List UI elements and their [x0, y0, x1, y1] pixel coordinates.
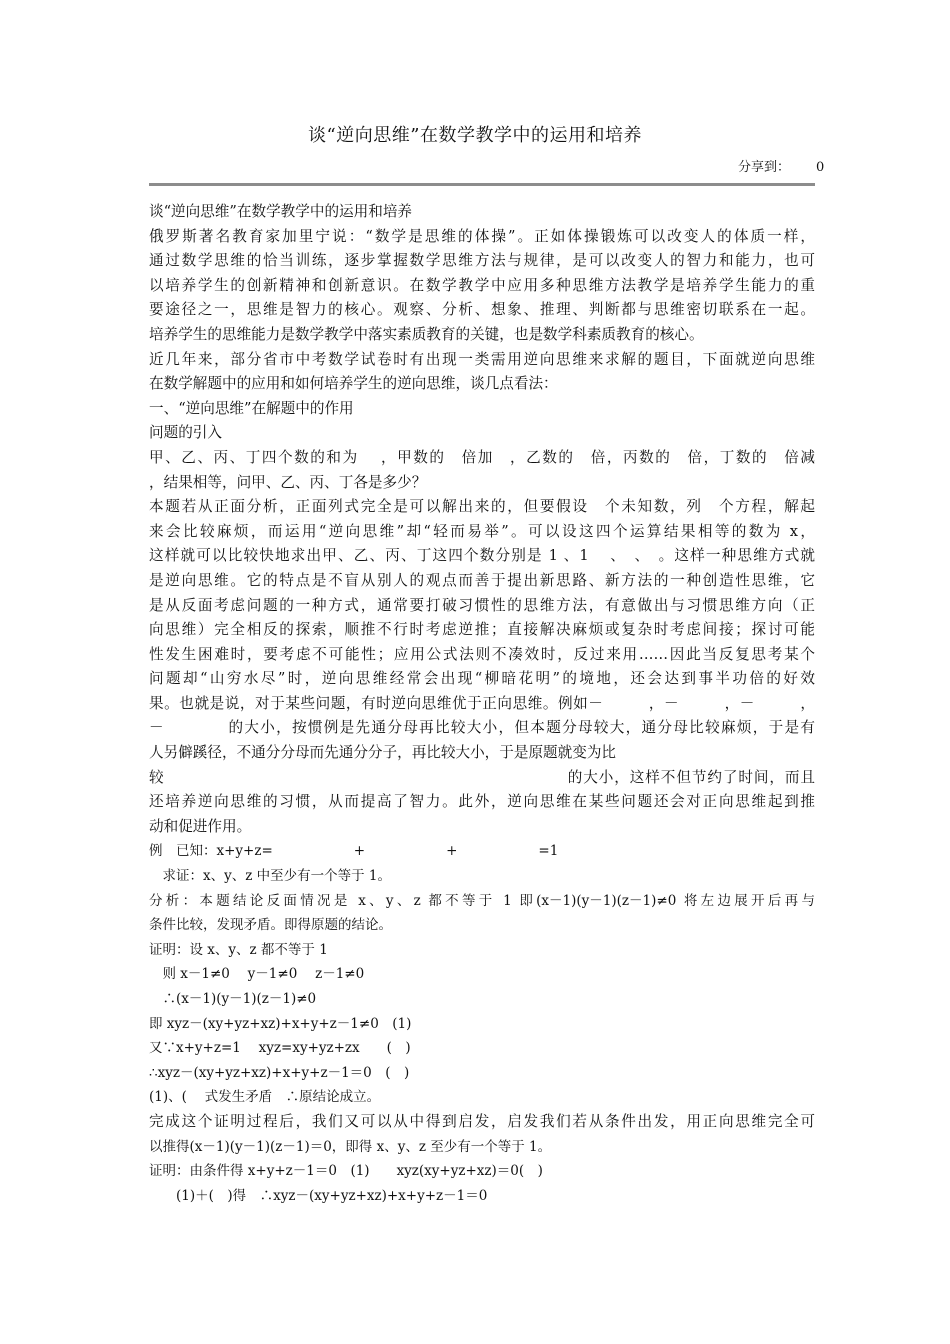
paragraph-line: 本题若从正面分析，正面列式完全是可以解出来的，但要假设 个未知数，列 个方程，解起: [149, 498, 815, 516]
paragraph-line: 要途径之一，思维是智力的核心。观察、分析、想象、推理、判断都与思维密切联系在一起。: [149, 301, 815, 319]
paragraph-line: 性发生困难时，要考虑不可能性；应用公式法则不凑效时，反过来用……因此当反复思考某个: [149, 645, 815, 663]
proof-line: 则 x－1≠0 y－1≠0 z－1≠0: [149, 966, 365, 983]
paragraph-line: 以推得(x－1)(y－1)(z－1)＝0，即得 x、y、z 至少有一个等于 1。: [149, 1138, 552, 1155]
paragraph-line: 培养学生的思维能力是数学教学中落实素质教育的关键，也是数学科素质教育的核心。: [149, 325, 704, 343]
paragraph-line: 以培养学生的创新精神和创新意识。在数学教学中应用多种思维方法教学是培养学生能力的重: [149, 276, 815, 294]
share-label[interactable]: 分享到：: [738, 160, 791, 175]
page-title: 谈“逆向思维”在数学教学中的运用和培养: [308, 125, 642, 146]
paragraph-line: 动和促进作用。: [149, 817, 252, 835]
paragraph-line: 是从反面考虑问题的一种方式，通常要打破习惯性的思维方法，有意做出与习惯思维方向（正: [149, 596, 815, 614]
share-bar: [738, 156, 824, 175]
paragraph-line: 较 的大小，这样不但节约了时间，而且: [149, 768, 815, 786]
header-divider: [149, 183, 815, 186]
paragraph-line: 这样就可以比较快地求出甲、乙、丙、丁这四个数分别是 1 、1 、 、 。这样一种思维方式就: [149, 547, 815, 565]
proof-line: ∴xyz－(xy+yz+xz)+x+y+z－1＝0 ( ): [149, 1064, 410, 1081]
proof-line: 证明：由条件得 x+y+z－1＝0 (1) xyz(xy+yz+xz)＝0( ): [149, 1163, 543, 1180]
paragraph-line: ，结果相等，问甲、乙、丙、丁各是多少？: [149, 473, 427, 491]
proof-line: 求证：x、y、z 中至少有一个等于 1。: [149, 868, 392, 885]
share-count: 0: [816, 160, 825, 175]
paragraph-line: 人另僻蹊径，不通分分母而先通分分子，再比较大小，于是原题就变为比: [149, 744, 617, 762]
paragraph-line: 来会比较麻烦，而运用“逆向思维”却“轻而易举”。可以设这四个运算结果相等的数为 x，: [149, 522, 815, 540]
paragraph-line: 果。也就是说，对于某些问题，有时逆向思维优于正向思维。例如－ ，－ ，－ ，: [149, 694, 815, 712]
paragraph-line: 完成这个证明过程后，我们又可以从中得到启发，启发我们若从条件出发，用正向思维完全可: [149, 1112, 815, 1130]
proof-line: (1)、( 式发生矛盾 ∴原结论成立。: [149, 1089, 381, 1106]
paragraph-line: 是逆向思维。它的特点是不盲从别人的观点而善于提出新思路、新方法的一种创造性思维，它: [149, 571, 815, 589]
paragraph-line: 向思维）完全相反的探索，顺推不行时考虑逆推；直接解决麻烦或复杂时考虑间接；探讨可能: [149, 621, 815, 639]
paragraph-line: 近几年来，部分省市中考数学试卷时有出现一类需用逆向思维来求解的题目，下面就逆向思维: [149, 350, 815, 368]
proof-line: 证明：设 x、y、z 都不等于 1: [149, 941, 328, 958]
section-heading: 一、“逆向思维”在解题中的作用: [149, 399, 354, 417]
article-heading: 谈“逆向思维”在数学教学中的运用和培养: [149, 203, 413, 220]
paragraph-line: 问题却“山穷水尽”时，逆向思维经常会出现“柳暗花明”的境地，还会达到事半功倍的好效: [149, 670, 815, 688]
paragraph-line: 甲、乙、丙、丁四个数的和为 ，甲数的 倍加 ，乙数的 倍，丙数的 倍，丁数的 倍减: [149, 448, 815, 466]
example-line: 例 已知：x+y+z= + + =1: [149, 843, 559, 860]
proof-line: ∴(x－1)(y－1)(z－1)≠0: [149, 991, 317, 1007]
proof-line: 又∵x+y+z=1 xyz=xy+yz+zx ( ): [149, 1040, 411, 1057]
paragraph-line: － 的大小，按惯例是先通分母再比较大小，但本题分母较大，通分母比较麻烦，于是有: [149, 719, 815, 737]
analysis-line: 分析：本题结论反面情况是 x、y、z 都不等于 1 即(x－1)(y－1)(z－1)≠0 将左边展开后再与: [149, 892, 815, 909]
subsection-heading: 问题的引入: [149, 424, 222, 442]
proof-line: (1)＋( )得 ∴xyz－(xy+yz+xz)+x+y+z－1＝0: [149, 1187, 488, 1204]
paragraph-line: 还培养逆向思维的习惯，从而提高了智力。此外，逆向思维在某些问题还会对正向思维起到推: [149, 793, 815, 811]
paragraph-line: 通过数学思维的恰当训练，逐步掌握数学思维方法与规律，是可以改变人的智力和能力，也可: [149, 252, 815, 270]
paragraph-line: 俄罗斯著名教育家加里宁说：“数学是思维的体操”。正如体操锻炼可以改变人的体质一样，: [149, 227, 815, 245]
article-body: [149, 200, 815, 1208]
proof-line: 即 xyz－(xy+yz+xz)+x+y+z－1≠0 (1): [149, 1015, 412, 1032]
analysis-line: 条件比较，发现矛盾。即得原题的结论。: [149, 917, 392, 934]
paragraph-line: 在数学解题中的应用和如何培养学生的逆向思维，谈几点看法：: [149, 375, 558, 393]
